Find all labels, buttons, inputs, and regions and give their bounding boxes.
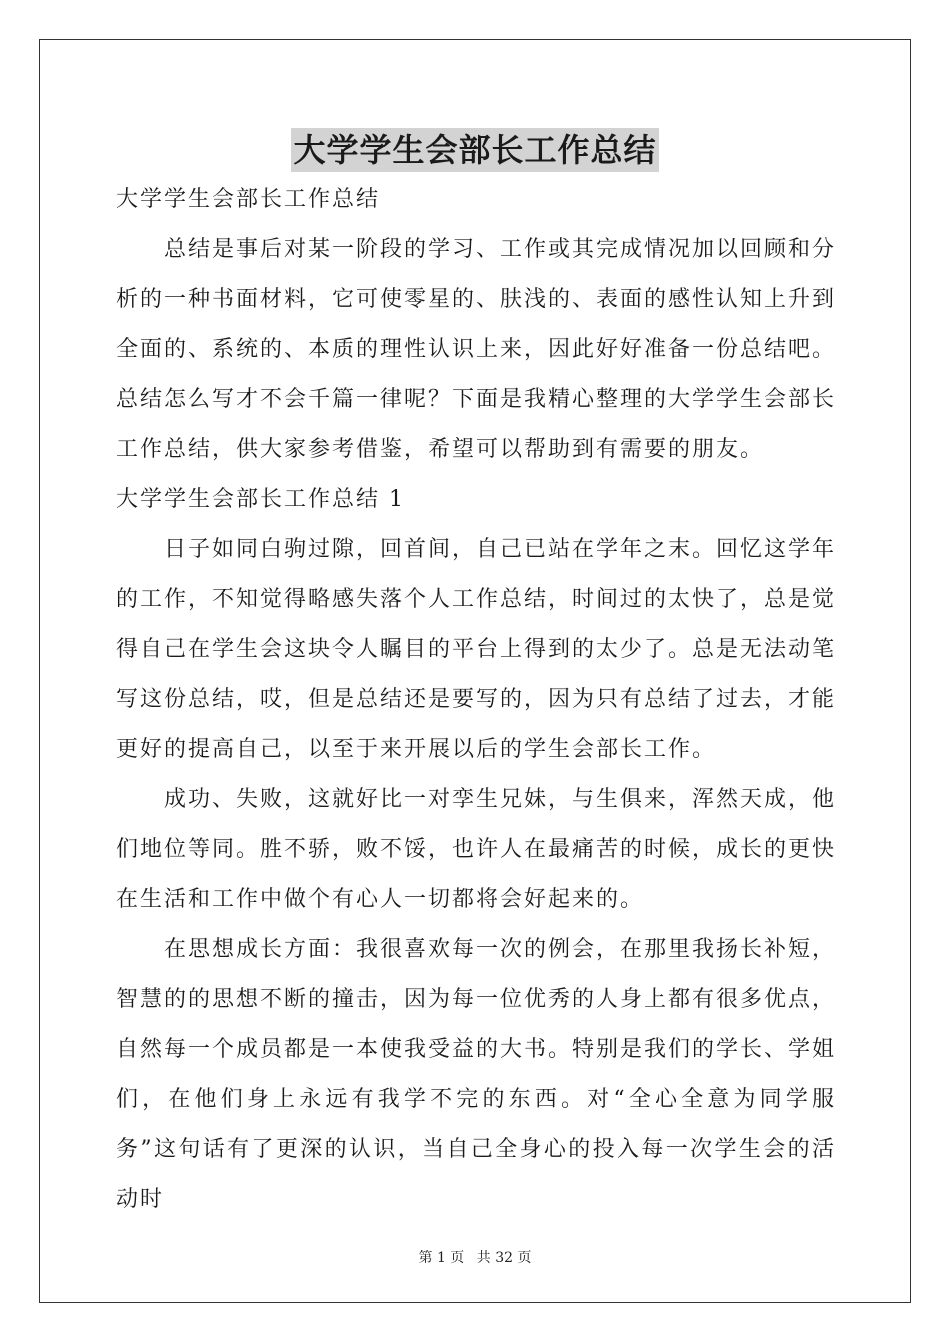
- body-paragraph: 在思想成长方面：我很喜欢每一次的例会，在那里我扬长补短，智慧的的思想不断的撞击，因为每一位优秀的人身上都有很多优点，自然每一个成员都是一本使我受益的大书。特别是我们的学长、学姐们，在他们身上永远有我学不完的东西。对“全心全意为同学服务”这句话有了更深的认识，当自己全身心的投入每一次学生会的活动时: [116, 937, 837, 1212]
- intro-paragraph: 总结是事后对某一阶段的学习、工作或其完成情况加以回顾和分析的一种书面材料，它可使零星的、肤浅的、表面的感性认知上升到全面的、系统的、本质的理性认识上来，因此好好准备一份总结吧。总结怎么写才不会千篇一律呢？下面是我精心整理的大学学生会部长工作总结，供大家参考借鉴，希望可以帮助到有需要的朋友。: [116, 237, 837, 462]
- page-total: 共 32 页: [476, 1250, 532, 1266]
- page-footer: [0, 1247, 950, 1267]
- subtitle-paragraph: 大学学生会部长工作总结: [116, 187, 381, 212]
- document-body: [116, 175, 836, 1225]
- document-title: 大学学生会部长工作总结: [291, 128, 658, 172]
- title-container: [0, 128, 950, 172]
- section-heading: 大学学生会部长工作总结 1: [116, 487, 405, 512]
- body-paragraph: 日子如同白驹过隙，回首间，自己已站在学年之末。回忆这学年的工作，不知觉得略感失落个人工作总结，时间过的太快了，总是觉得自己在学生会这块令人瞩目的平台上得到的太少了。总是无法动笔写这份总结，哎，但是总结还是要写的，因为只有总结了过去，才能更好的提高自己，以至于来开展以后的学生会部长工作。: [116, 537, 837, 762]
- page-number: 第 1 页: [418, 1250, 465, 1266]
- body-paragraph: 成功、失败，这就好比一对孪生兄妹，与生俱来，浑然天成，他们地位等同。胜不骄，败不馁，也许人在最痛苦的时候，成长的更快在生活和工作中做个有心人一切都将会好起来的。: [116, 787, 837, 912]
